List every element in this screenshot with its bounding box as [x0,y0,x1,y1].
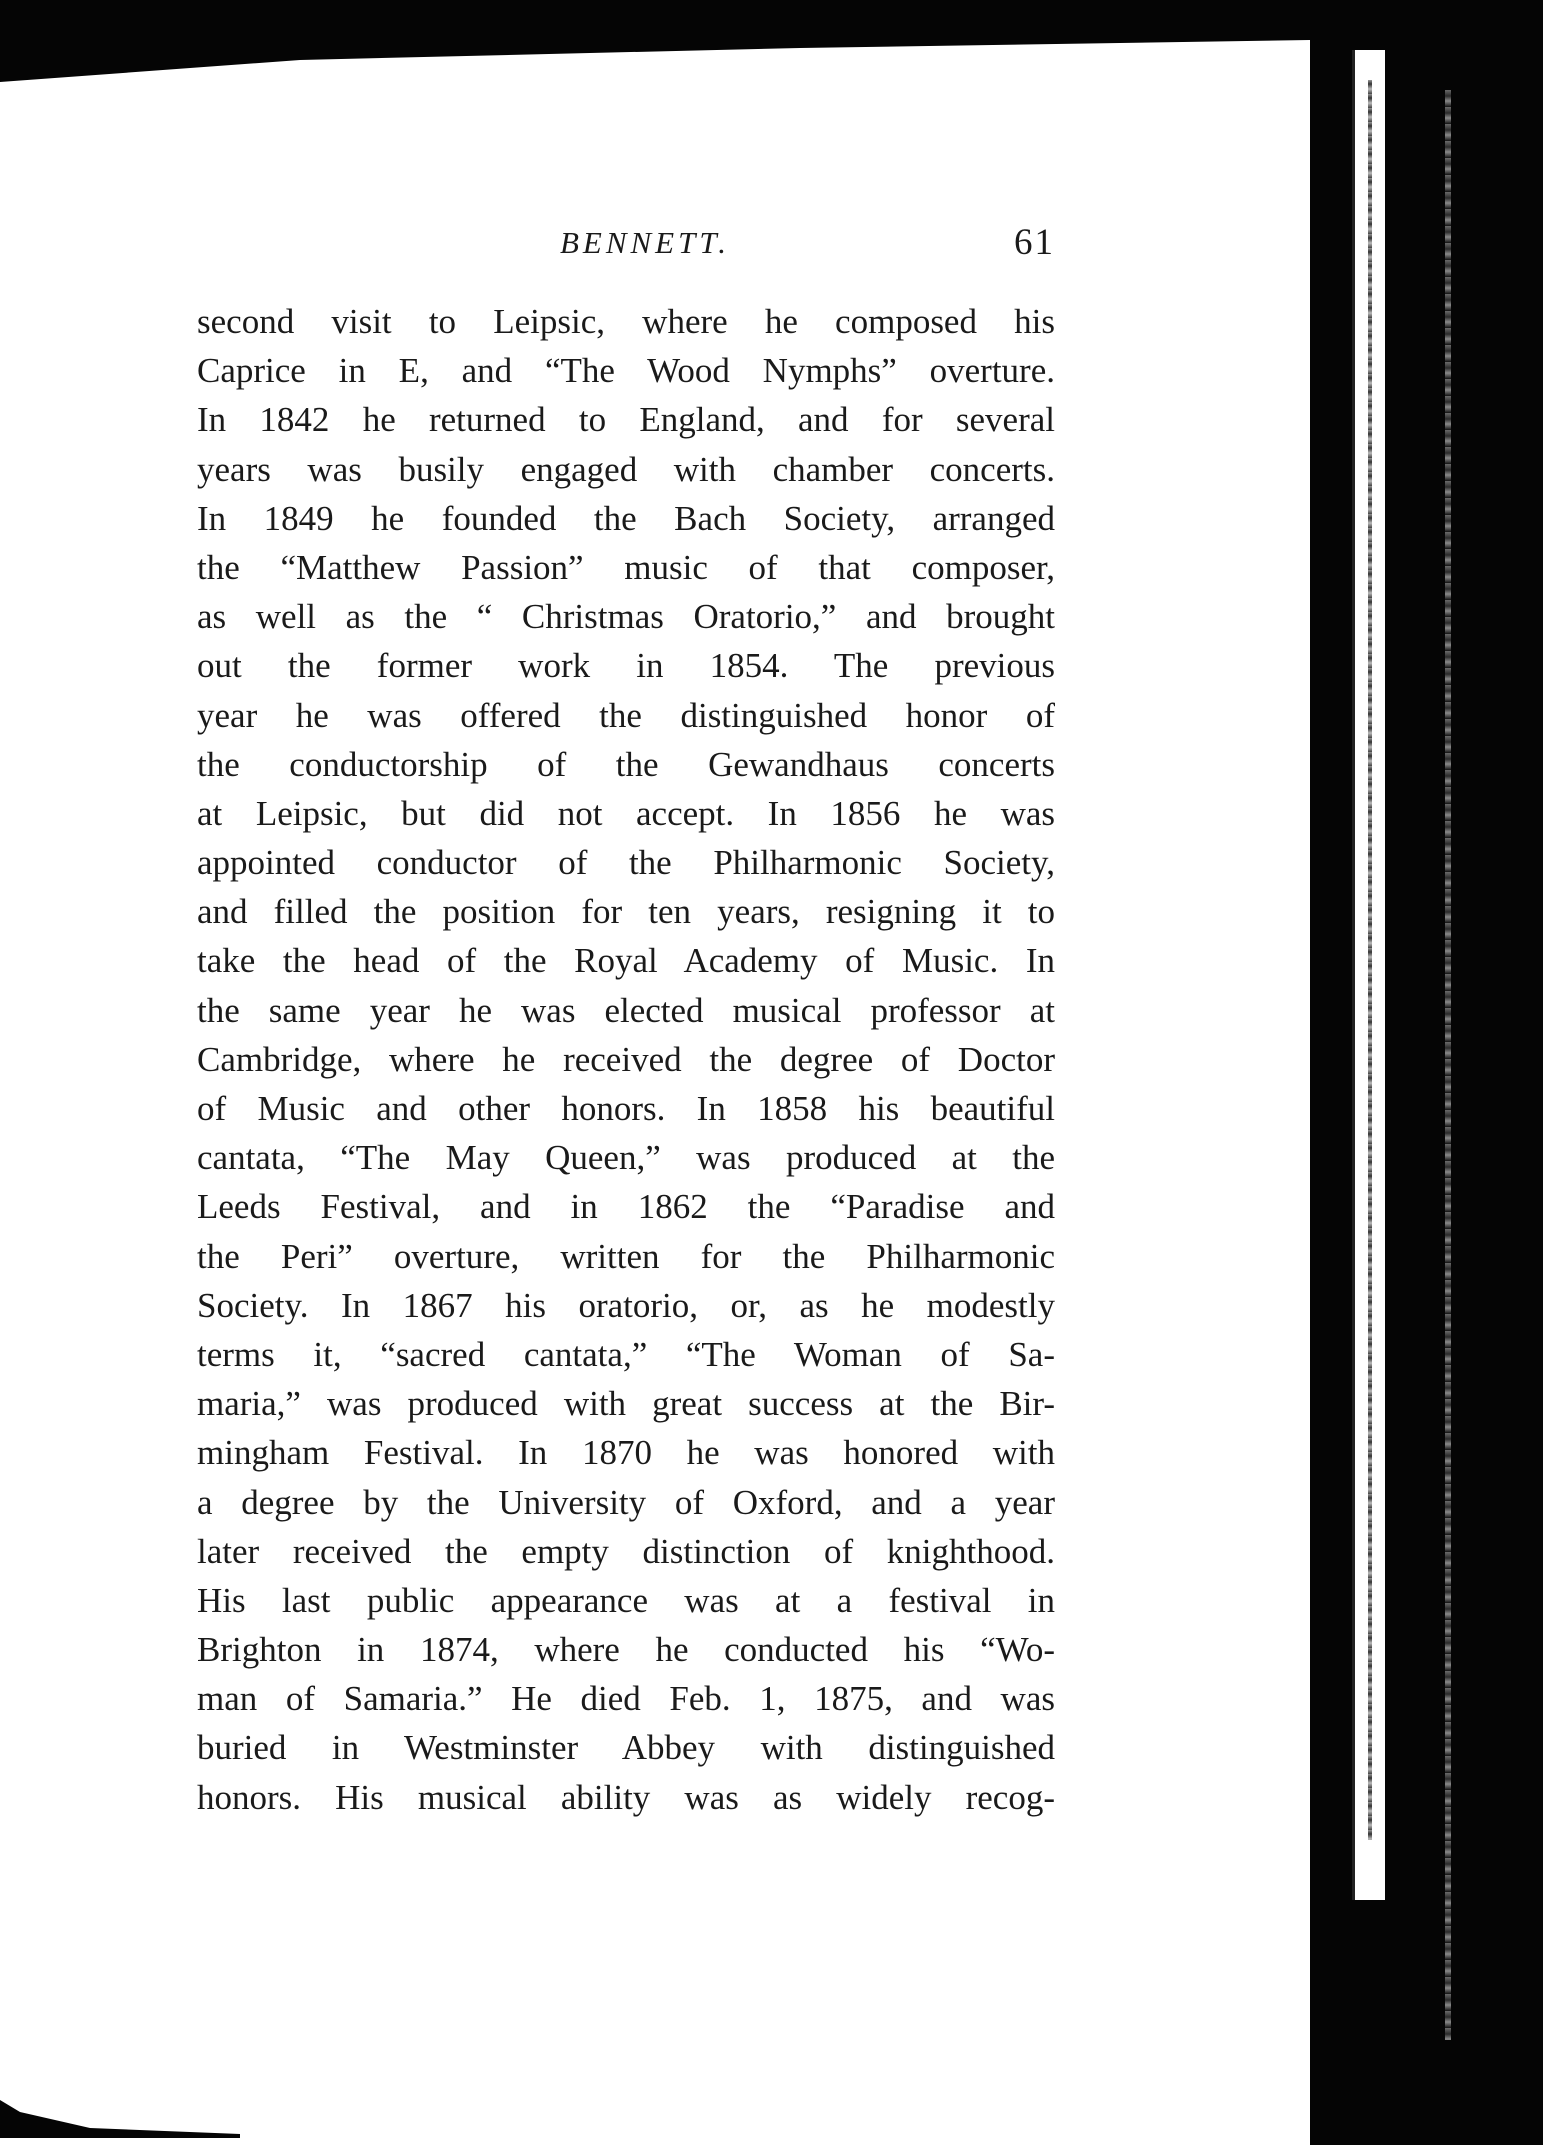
text-line: the same year he was elected musical professor at [197,990,1055,1030]
text-line: Cambridge, where he received the degree of Doctor [197,1039,1055,1079]
text-line: take the head of the Royal Academy of Music. In [197,941,1055,981]
text-line: buried in Westminster Abbey with distinguished [197,1728,1055,1768]
text-line: of Music and other honors. In 1858 his beautiful [197,1089,1055,1128]
text-line: mingham Festival. In 1870 he was honored with [197,1433,1055,1473]
text-line: second visit to Leipsic, where he composed his [197,302,1055,341]
scan-bottom-left-edge [0,2090,240,2140]
text-line: the conductorship of the Gewandhaus concerts [197,744,1055,784]
text-line: years was busily engaged with chamber concerts. [197,449,1055,489]
text-line: later received the empty distinction of knighthood. [197,1531,1055,1571]
running-title: BENNETT. [559,225,731,260]
scan-right-texture [1445,90,1451,2040]
text-line: appointed conductor of the Philharmonic Society, [197,843,1055,883]
text-line: the Peri” overture, written for the Philharmonic [197,1236,1055,1276]
scan-right-edge [1310,40,1543,2145]
text-line: Society. In 1867 his oratorio, or, as he modestly [197,1285,1055,1325]
text-line: and filled the position for ten years, resigning it to [197,892,1055,932]
text-line: the “Matthew Passion” music of that composer, [197,547,1055,587]
page-number: 61 [1014,222,1055,263]
text-line: as well as the “ Christmas Oratorio,” and brought [197,597,1055,637]
text-line: out the former work in 1854. The previous [197,646,1055,686]
scan-right-texture [1368,80,1372,1840]
text-line: Leeds Festival, and in 1862 the “Paradise and [197,1187,1055,1227]
text-line: man of Samaria.” He died Feb. 1, 1875, and was [197,1679,1055,1719]
text-line: at Leipsic, but did not accept. In 1856 he was [197,793,1055,833]
text-line: terms it, “sacred cantata,” “The Woman of Sa- [197,1334,1055,1374]
text-line: Caprice in E, and “The Wood Nymphs” overture. [197,351,1055,391]
running-head [195,218,1055,268]
text-line: maria,” was produced with great success at the Bir- [197,1384,1055,1424]
text-line: honors. His musical ability was as widely recog- [197,1777,1055,1817]
text-line: Brighton in 1874, where he conducted his “Wo- [197,1630,1055,1670]
text-line: year he was offered the distinguished honor of [197,695,1055,735]
text-line: His last public appearance was at a festival in [197,1580,1055,1620]
text-line: In 1849 he founded the Bach Society, arranged [197,498,1055,538]
text-line: a degree by the University of Oxford, and a year [197,1482,1055,1522]
body-text [197,297,1055,1822]
text-line: In 1842 he returned to England, and for several [197,400,1055,440]
text-line: cantata, “The May Queen,” was produced at the [197,1138,1055,1178]
